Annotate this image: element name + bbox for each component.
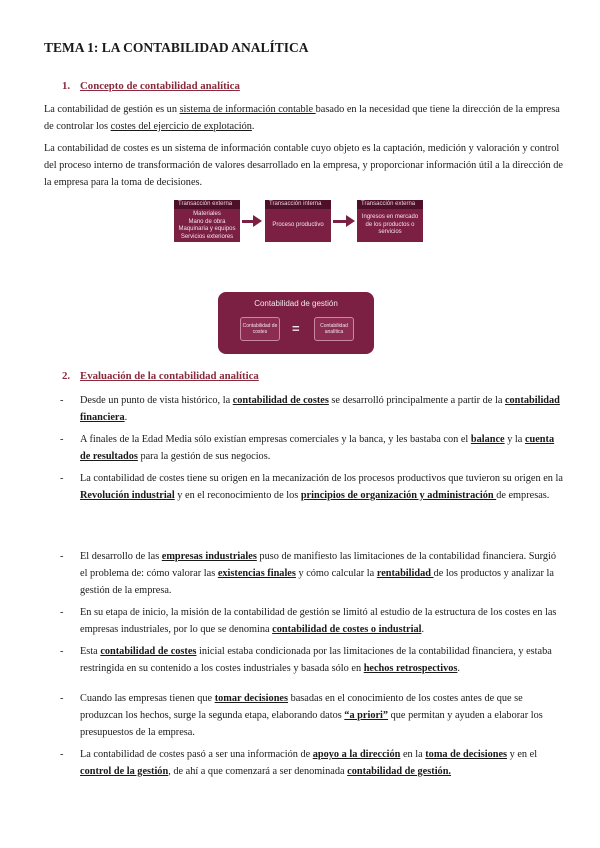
key-term: contabilidad de costes [100, 646, 197, 657]
key-term: empresas industriales [161, 551, 257, 562]
equals-icon: = [292, 321, 300, 336]
key-term: Revolución industrial [80, 490, 175, 501]
key-term: tomar decisiones [214, 693, 288, 704]
diagram-box-transaccion-interna [265, 200, 331, 242]
text: se desarrolló principalmente a partir de la [328, 395, 505, 406]
text: . [124, 412, 128, 423]
section-label: Evaluación de la contabilidad analítica [80, 370, 259, 382]
text: . [421, 624, 425, 635]
diagram-box-transaccion-externa-output [357, 200, 423, 242]
text: basadas en el conocimiento de los costes antes de que se produzcan los hechos, surge la segunda etapa, elaborando datos [80, 693, 523, 721]
diagram-line: Servicios exteriores [180, 233, 234, 240]
diagram-box-header: Transacción interna [265, 200, 331, 209]
bullet-dash: - [60, 473, 64, 484]
text: y en el [507, 749, 538, 760]
section-label: Concepto de contabilidad analítica [80, 80, 240, 92]
text: A finales de la Edad Media sólo existían empresas comerciales y la banca, y les bastaba con el [80, 434, 471, 445]
section-heading-concepto [62, 80, 240, 92]
key-term: rentabilidad [376, 568, 434, 579]
text: . [457, 663, 460, 674]
text: de empresas. [496, 490, 550, 501]
text: puso de manifiesto las limitaciones de la contabilidad financiera. Surgió el problema de: cómo valorar las [80, 551, 557, 579]
paragraph-contabilidad-gestion [44, 101, 564, 135]
diagram-arrow-icon [346, 215, 355, 227]
text: en la [400, 749, 426, 760]
diagram-arrow-icon [253, 215, 262, 227]
bullet-dash: - [60, 693, 64, 704]
list-item [44, 746, 564, 780]
diagram-box-header: Transacción externa [357, 200, 423, 209]
text: para la gestión de sus negocios. [137, 451, 271, 462]
text: Cuando las empresas tienen que [80, 693, 215, 704]
text: y la [504, 434, 525, 445]
key-term: hechos retrospectivos [363, 663, 458, 674]
text: inicial estaba condicionada por las limitaciones de la contabilidad financiera, y estaba restringida en su contenido a los costes industriales y basada sólo en [80, 646, 552, 674]
diagram-arrow-shaft [333, 220, 347, 223]
key-term: “a priori” [344, 710, 389, 721]
section-number: 2. [62, 370, 71, 382]
text: Desde un punto de vista histórico, la [80, 395, 233, 406]
section-heading-evaluacion [62, 370, 259, 382]
list-item [44, 548, 564, 599]
bullet-dash: - [60, 607, 64, 618]
diagram-line: Materiales [193, 211, 221, 217]
underlined-term: sistema de información contable [179, 104, 316, 115]
section-number: 1. [62, 80, 71, 92]
key-term: contabilidad financiera [80, 395, 560, 423]
text: basado en la necesidad que tiene la dirección de la empresa de controlar los [44, 104, 560, 132]
key-term: balance [470, 434, 505, 445]
list-item [44, 604, 564, 638]
text: En su etapa de inicio, la misión de la contabilidad de gestión se limitó al estudio de la estructura de los costes en las empresas industriales, por lo que se denomina [80, 607, 557, 635]
text: Esta [80, 646, 101, 657]
key-term: contabilidad de gestión. [347, 766, 451, 777]
paragraph-contabilidad-costes: La contabilidad de costes es un sistema de información contable cuyo objeto es la captación, medición y valoración y control del proceso interno de transformación de valores desarrollado en la empresa, y proporcionar información útil a la dirección de la empresa para la toma de decisiones. [44, 143, 563, 188]
diagram-box-body: Ingresos en mercado de los productos o servicios [361, 214, 419, 235]
diagram-box-header: Transacción externa [174, 200, 240, 209]
text: de los productos y analizar la gestión de la empresa. [80, 568, 554, 596]
key-term: cuenta de resultados [80, 434, 555, 462]
underlined-term: costes del ejercicio de explotación [110, 121, 252, 132]
bullet-dash: - [60, 434, 64, 445]
diagram-gestion-right: Contabilidad analítica [314, 317, 354, 341]
document-title: TEMA 1: LA CONTABILIDAD ANALÍTICA [44, 40, 309, 55]
list-item [44, 431, 564, 465]
key-term: toma de decisiones [425, 749, 508, 760]
diagram-box-transaccion-externa-input [174, 200, 240, 242]
key-term: contabilidad de costes [232, 395, 329, 406]
text: . [251, 121, 255, 132]
bullet-dash: - [60, 646, 64, 657]
text: La contabilidad de costes pasó a ser una información de [80, 749, 313, 760]
diagram-box-body [174, 209, 240, 241]
bullet-dash: - [60, 749, 64, 760]
list-item [44, 392, 564, 426]
key-term: apoyo a la dirección [312, 749, 401, 760]
list-item [44, 470, 564, 504]
diagram-line: Mano de obra [188, 218, 226, 225]
text: El desarrollo de las [80, 551, 162, 562]
text: y en el reconocimiento de los [174, 490, 301, 501]
list-item [44, 643, 564, 677]
diagram-box-body: Proceso productivo [272, 222, 324, 228]
bullet-dash: - [60, 395, 64, 406]
diagram-gestion-title: Contabilidad de gestión [254, 299, 338, 308]
list-item [44, 690, 564, 741]
diagram-gestion-left: Contabilidad de costes [240, 317, 280, 341]
diagram-contabilidad-gestion [218, 292, 374, 354]
text: La contabilidad de costes tiene su origen en la mecanización de los procesos productivos que tuvieron su origen en la [80, 473, 563, 484]
text: y cómo calcular la [295, 568, 377, 579]
diagram-line: Maquinaria y equipos [178, 226, 236, 232]
text: que permitan y ayuden a elaborar los presupuestos de la empresa. [80, 710, 543, 738]
key-term: contabilidad de costes o industrial [272, 624, 422, 635]
key-term: control de la gestión [80, 766, 169, 777]
bullet-dash: - [60, 551, 64, 562]
text: La contabilidad de gestión es un [44, 104, 180, 115]
text: , de ahí a que comenzará a ser denominada [168, 766, 348, 777]
key-term: existencias finales [217, 568, 296, 579]
key-term: principios de organización y administración [300, 490, 497, 501]
